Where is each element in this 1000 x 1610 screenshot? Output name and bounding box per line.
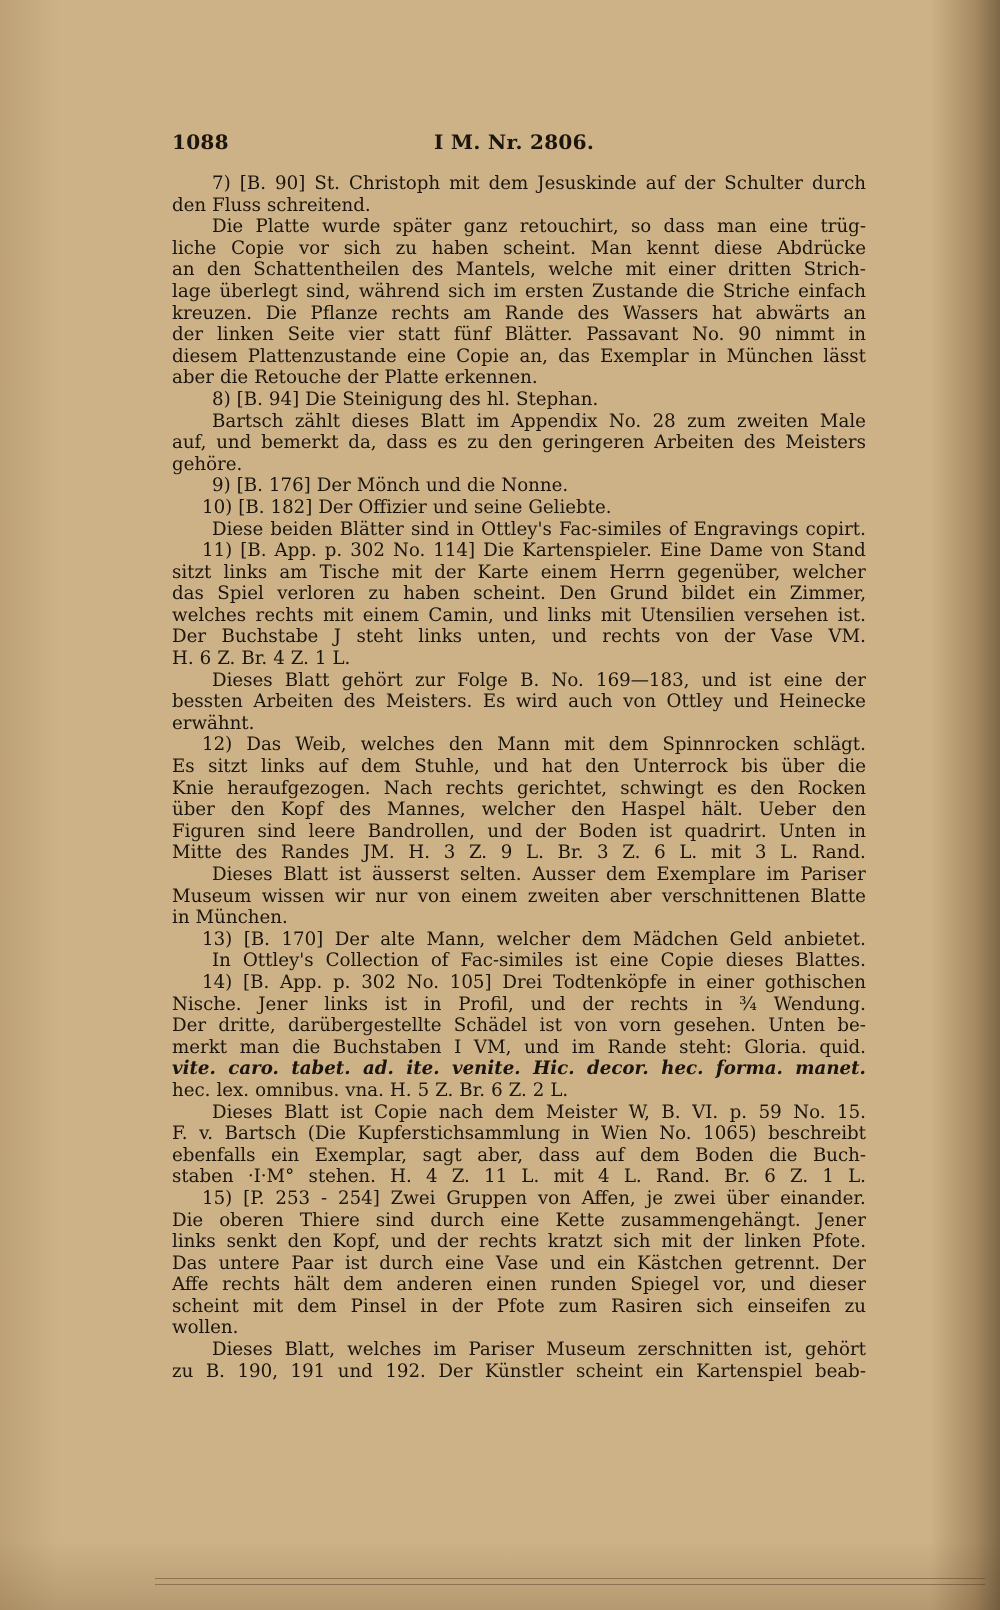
text-line: hec. lex. omnibus. vna. H. 5 Z. Br. 6 Z. 2 L. bbox=[172, 1079, 569, 1101]
text-line: 9) [B. 176] Der Mönch und die Nonne. bbox=[212, 475, 569, 497]
text-line: kreuzen. Die Pflanze rechts am Rande des Wassers hat abwärts an bbox=[172, 302, 866, 324]
text-line: scheint mit dem Pinsel in der Pfote zum Rasiren sich einseifen zu bbox=[172, 1295, 866, 1317]
text-line: gehöre. bbox=[172, 453, 243, 475]
text-line: Die Platte wurde später ganz retouchirt, so dass man eine trüg- bbox=[212, 216, 866, 238]
text-line: Dieses Blatt ist Copie nach dem Meister W, B. VI. p. 59 No. 15. bbox=[212, 1101, 866, 1123]
text-line: Der dritte, darübergestellte Schädel ist von vorn gesehen. Unten be- bbox=[172, 1015, 866, 1037]
text-line: erwähnt. bbox=[172, 712, 255, 734]
text-line: Affe rechts hält dem anderen einen runden Spiegel vor, und dieser bbox=[172, 1274, 866, 1296]
text-line: diesem Plattenzustande eine Copie an, das Exemplar in München lässt bbox=[172, 345, 866, 367]
text-line: Dieses Blatt gehört zur Folge B. No. 169—183, und ist eine der bbox=[212, 669, 866, 691]
text-line: staben ·I·M° stehen. H. 4 Z. 11 L. mit 4 L. Rand. Br. 6 Z. 1 L. bbox=[172, 1166, 866, 1188]
text-line: Die oberen Thiere sind durch eine Kette zusammengehängt. Jener bbox=[172, 1209, 866, 1231]
text-line: an den Schattentheilen des Mantels, welche mit einer dritten Strich- bbox=[172, 259, 866, 281]
text-line: merkt man die Buchstaben I VM, und im Rande steht: Gloria. quid. bbox=[172, 1036, 866, 1058]
text-line: bessten Arbeiten des Meisters. Es wird auch von Ottley und Heinecke bbox=[172, 691, 866, 713]
text-line: 8) [B. 94] Die Steinigung des hl. Stephan. bbox=[212, 388, 599, 410]
page-edge-line bbox=[155, 1584, 985, 1585]
text-line: 15) [P. 253 - 254] Zwei Gruppen von Affen, je zwei über einander. bbox=[202, 1187, 866, 1209]
text-line: Diese beiden Blätter sind in Ottley's Fac-similes of Engravings copirt. bbox=[212, 518, 866, 540]
text-line: 11) [B. App. p. 302 No. 114] Die Kartenspieler. Eine Dame von Stand bbox=[202, 540, 866, 562]
text-line: 10) [B. 182] Der Offizier und seine Geliebte. bbox=[202, 496, 612, 518]
text-line: F. v. Bartsch (Die Kupferstichsammlung in Wien No. 1065) beschreibt bbox=[172, 1123, 866, 1145]
text-line: Dieses Blatt ist äusserst selten. Ausser dem Exemplare im Pariser bbox=[212, 864, 866, 885]
text-line: Dieses Blatt, welches im Pariser Museum zerschnitten ist, gehört bbox=[212, 1339, 866, 1361]
text-line: links senkt den Kopf, und der rechts kratzt sich mit der linken Pfote. bbox=[172, 1231, 866, 1253]
text-line: H. 6 Z. Br. 4 Z. 1 L. bbox=[172, 648, 351, 670]
text-line: wollen. bbox=[172, 1317, 239, 1339]
text-line: 13) [B. 170] Der alte Mann, welcher dem Mädchen Geld anbietet. bbox=[202, 928, 866, 950]
text-line: lage überlegt sind, während sich im ersten Zustande die Striche einfach bbox=[172, 280, 866, 302]
text-line: liche Copie vor sich zu haben scheint. Man kennt diese Abdrücke bbox=[172, 237, 866, 259]
text-line: welches rechts mit einem Camin, und links mit Utensilien versehen ist. bbox=[172, 604, 866, 626]
text-line: 14) [B. App. p. 302 No. 105] Drei Todtenköpfe in einer gothischen bbox=[202, 971, 866, 993]
page-edge-line bbox=[155, 1578, 985, 1579]
text-line: zu B. 190, 191 und 192. Der Künstler scheint ein Kartenspiel beab- bbox=[172, 1360, 866, 1382]
page-number: 1088 bbox=[172, 130, 229, 154]
text-line: vite. caro. tabet. ad. ite. venite. Hic. decor. hec. forma. manet. bbox=[172, 1058, 866, 1080]
text-line: Der Buchstabe J steht links unten, und rechts von der Vase VM. bbox=[172, 626, 866, 648]
text-line: Museum wissen wir nur von einem zweiten aber verschnittenen Blatte bbox=[172, 885, 866, 907]
text-line: sitzt links am Tische mit der Karte einem Herrn gegenüber, welcher bbox=[172, 561, 866, 583]
page-header bbox=[172, 130, 872, 160]
text-line: aber die Retouche der Platte erkennen. bbox=[172, 367, 538, 389]
text-line: ebenfalls ein Exemplar, sagt aber, dass auf dem Boden die Buch- bbox=[172, 1144, 866, 1166]
text-line: den Fluss schreitend. bbox=[172, 194, 371, 216]
text-line: Es sitzt links auf dem Stuhle, und hat den Unterrock bis über die bbox=[172, 756, 866, 778]
text-line: Knie heraufgezogen. Nach rechts gerichtet, schwingt es den Rocken bbox=[172, 777, 866, 799]
running-head: I M. Nr. 2806. bbox=[434, 130, 595, 154]
text-line: 12) Das Weib, welches den Mann mit dem Spinnrocken schlägt. bbox=[202, 734, 866, 756]
text-line: auf, und bemerkt da, dass es zu den geringeren Arbeiten des Meisters bbox=[172, 432, 866, 454]
text-line: 7) [B. 90] St. Christoph mit dem Jesuskinde auf der Schulter durch bbox=[212, 173, 866, 194]
text-line: das Spiel verloren zu haben scheint. Den Grund bildet ein Zimmer, bbox=[172, 583, 866, 605]
text-line: Mitte des Randes JM. H. 3 Z. 9 L. Br. 3 Z. 6 L. mit 3 L. Rand. bbox=[172, 842, 866, 864]
text-line: Bartsch zählt dieses Blatt im Appendix No. 28 zum zweiten Male bbox=[212, 410, 866, 432]
text-line: In Ottley's Collection of Fac-similes ist eine Copie dieses Blattes. bbox=[212, 950, 866, 972]
text-line: über den Kopf des Mannes, welcher den Haspel hält. Ueber den bbox=[172, 799, 866, 821]
text-line: in München. bbox=[172, 907, 288, 929]
text-line: Nische. Jener links ist in Profil, und der rechts in ¾ Wendung. bbox=[172, 993, 866, 1015]
catalogue-text bbox=[172, 173, 866, 1382]
text-line: Das untere Paar ist durch eine Vase und ein Kästchen getrennt. Der bbox=[172, 1252, 866, 1274]
text-line: der linken Seite vier statt fünf Blätter. Passavant No. 90 nimmt in bbox=[172, 324, 866, 346]
text-line: Figuren sind leere Bandrollen, und der Boden ist quadrirt. Unten in bbox=[172, 820, 866, 842]
